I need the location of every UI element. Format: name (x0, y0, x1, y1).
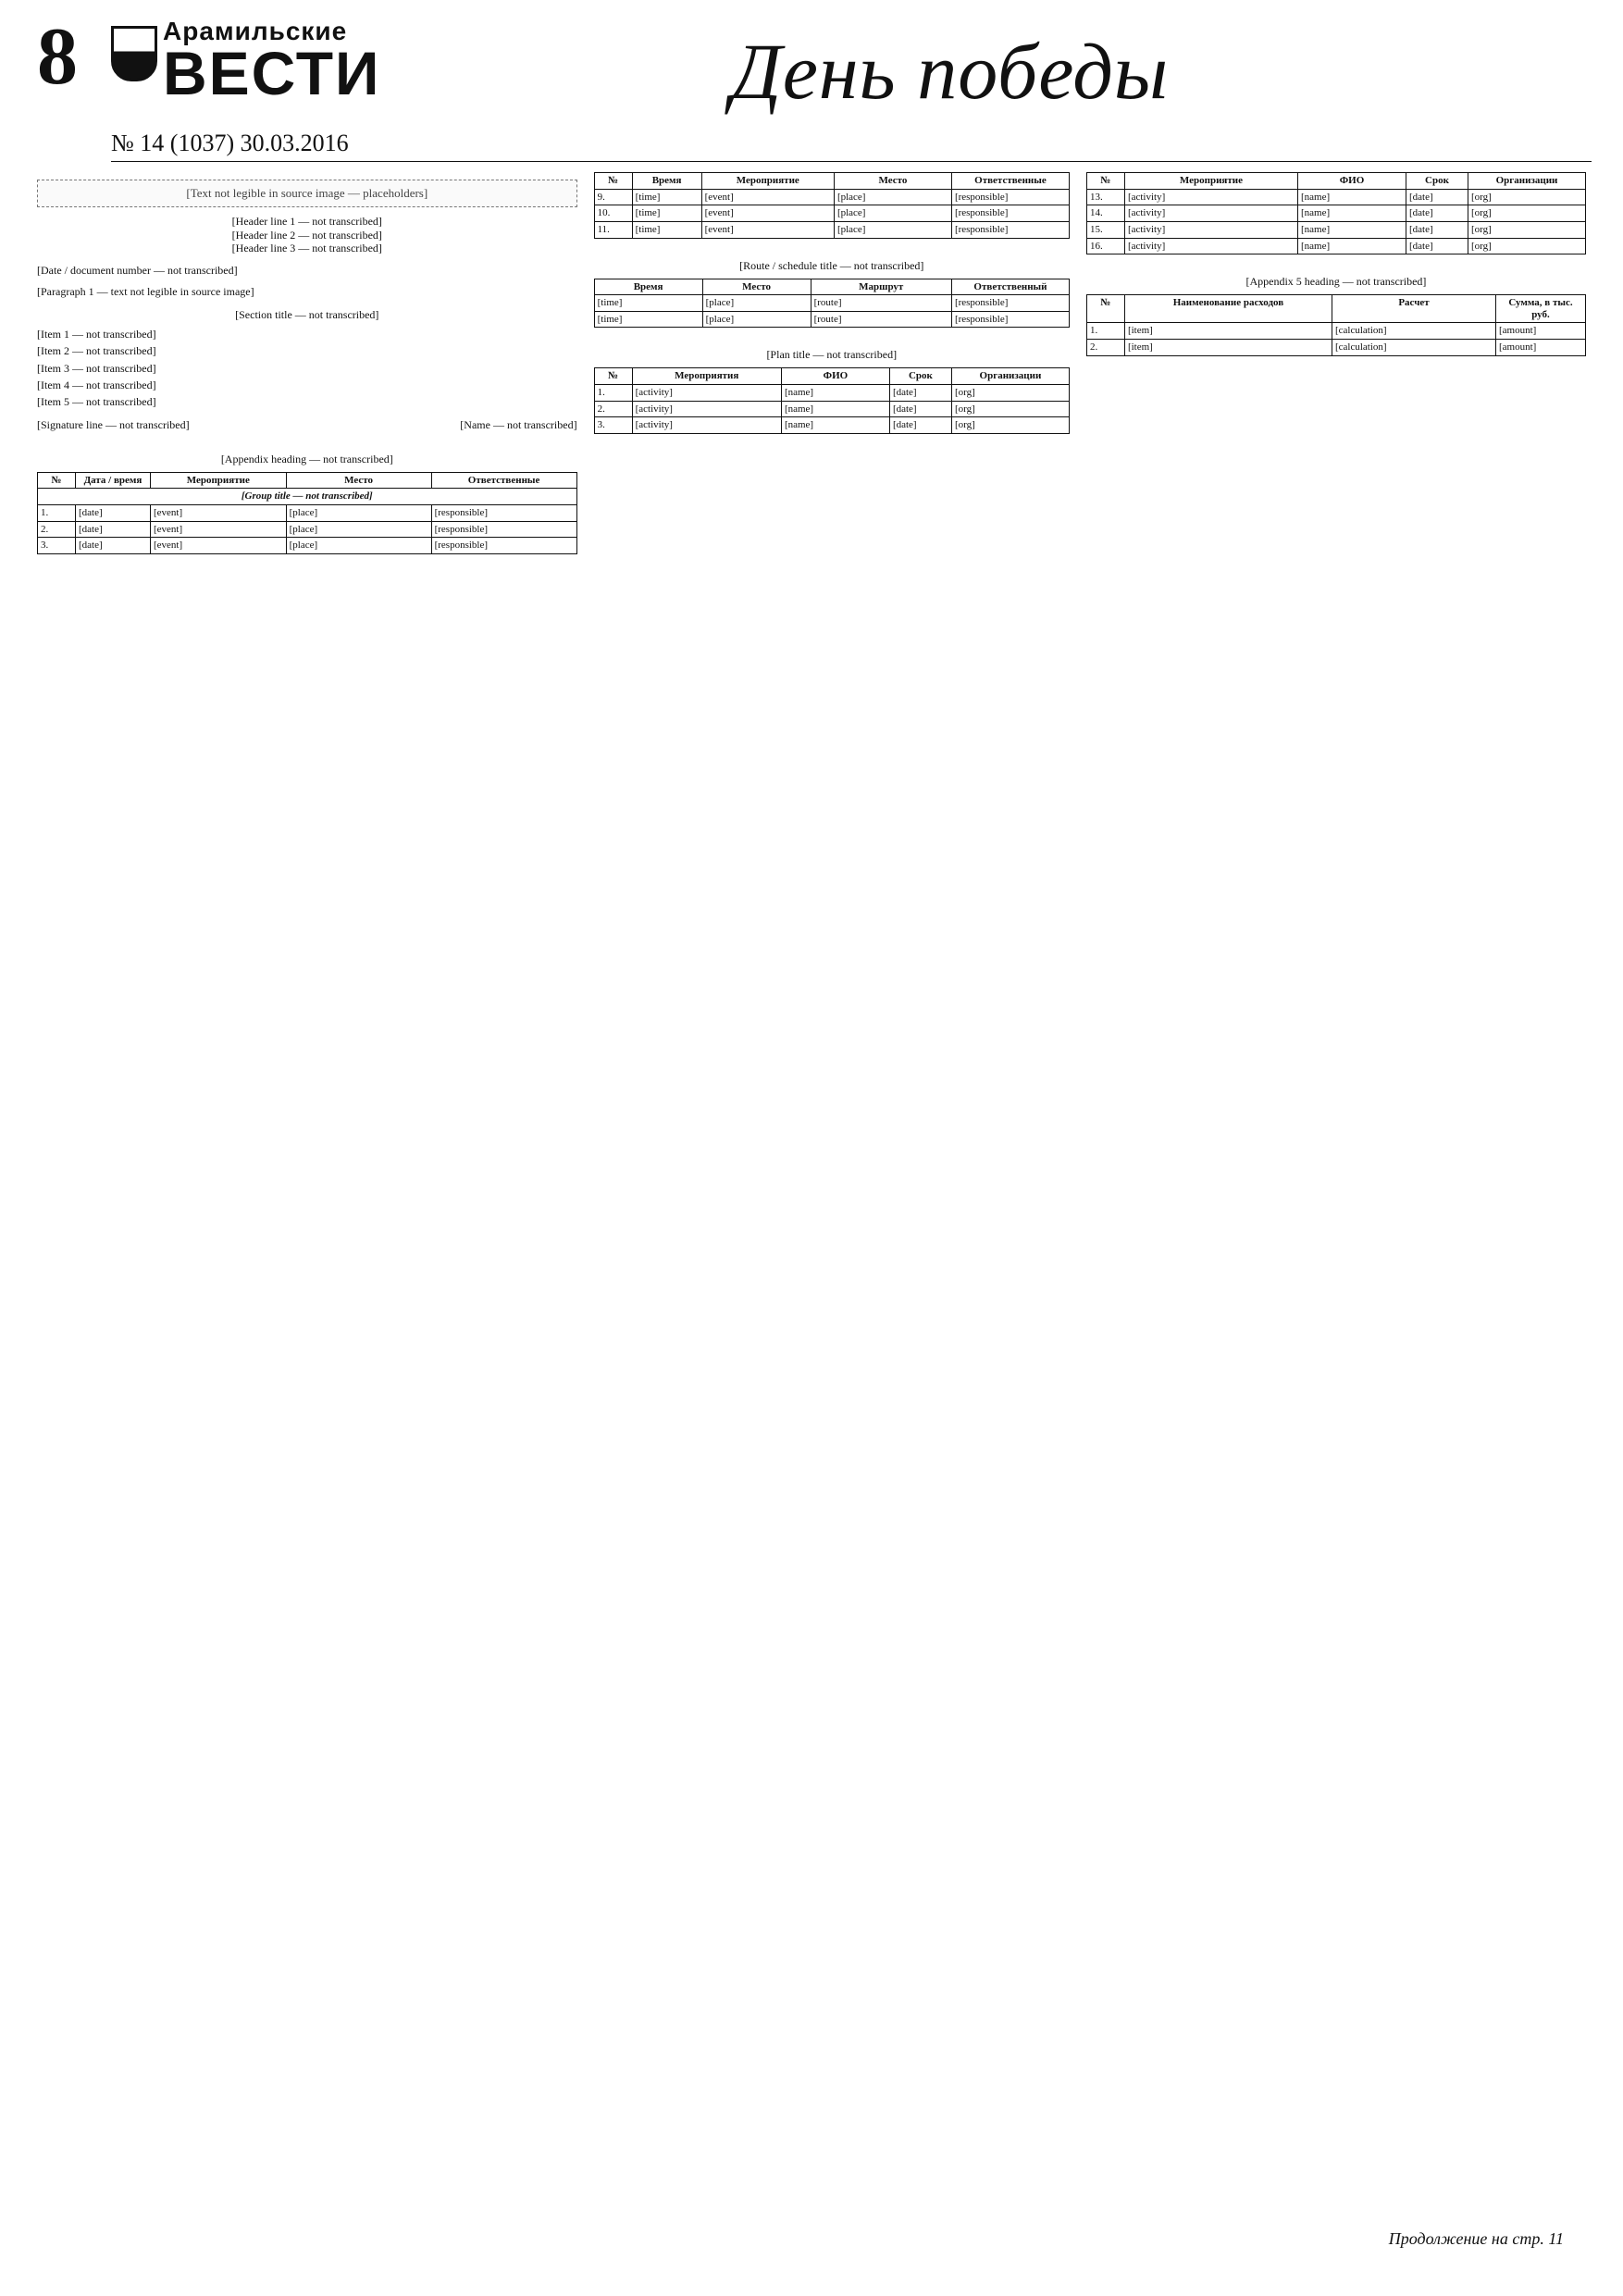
table-cell: [activity] (632, 385, 781, 402)
table-cell: 15. (1086, 221, 1124, 238)
table-cell: [activity] (632, 417, 781, 434)
table-cell: [route] (811, 295, 951, 312)
table-header-cell: Мероприятие (701, 173, 834, 190)
table-header-cell: Место (702, 279, 811, 295)
table-cell: 2. (594, 401, 632, 417)
table-row (594, 417, 1069, 434)
table-cell: [org] (1468, 221, 1586, 238)
table-header-cell: Время (632, 173, 701, 190)
table-header-cell: № (1086, 173, 1124, 190)
resolution-item: [Item 4 — not transcribed] (37, 378, 156, 391)
table-cell: [event] (701, 221, 834, 238)
table-row (38, 521, 577, 538)
table-cell: [name] (781, 385, 889, 402)
continued-on-page: Продолжение на стр. 11 (1388, 2228, 1564, 2248)
table-row (1086, 221, 1585, 238)
table-header-cell: Мероприятия (632, 368, 781, 385)
table-cell: [place] (834, 221, 951, 238)
table-cell: 11. (594, 221, 632, 238)
table-cell: [name] (1298, 221, 1406, 238)
table-row (1086, 340, 1585, 356)
spacer (594, 239, 1070, 250)
table-cell: [place] (834, 189, 951, 205)
table-cell: [responsible] (951, 311, 1069, 328)
issue-line: № 14 (1037) 30.03.2016 (111, 130, 349, 156)
table-cell: [amount] (1496, 340, 1586, 356)
signature-right: [Name — not transcribed] (460, 417, 577, 431)
table-cell: [activity] (1124, 221, 1297, 238)
table-cell: [org] (951, 401, 1069, 417)
table-cell: [responsible] (431, 521, 576, 538)
signature (37, 418, 577, 432)
table-header-cell: Организации (1468, 173, 1586, 190)
table-header-cell: Мероприятие (151, 472, 287, 489)
events-table (37, 472, 577, 554)
plan-title: [Plan title — not transcribed] (766, 348, 898, 362)
table-cell: [date] (76, 505, 151, 522)
table-cell: 3. (594, 417, 632, 434)
table-header-row (1086, 173, 1585, 190)
table-cell: [date] (889, 417, 951, 434)
spacer (594, 328, 1070, 339)
table-cell: 1. (1086, 323, 1124, 340)
document-meta: [Date / document number — not transcribed] (37, 264, 238, 278)
table-header-cell: Срок (889, 368, 951, 385)
table-cell: [place] (286, 505, 431, 522)
table-header-cell: № (38, 472, 76, 489)
table-cell: [event] (151, 538, 287, 554)
table-cell: [calculation] (1332, 323, 1496, 340)
table-cell: [activity] (1124, 189, 1297, 205)
table-header-cell: Срок (1406, 173, 1468, 190)
table-row (594, 295, 1069, 312)
table-cell: [responsible] (951, 295, 1069, 312)
table-cell: [calculation] (1332, 340, 1496, 356)
table-cell: 1. (594, 385, 632, 402)
table-header-cell: Место (834, 173, 951, 190)
table-cell: [event] (701, 189, 834, 205)
table-cell: [name] (1298, 205, 1406, 222)
spacer (37, 432, 577, 443)
table-cell: [activity] (632, 401, 781, 417)
table-cell: [item] (1124, 323, 1332, 340)
column-1 (37, 172, 577, 2264)
table-cell: [org] (951, 385, 1069, 402)
table-cell: [item] (1124, 340, 1332, 356)
table-header-cell: Ответственный (951, 279, 1069, 295)
table-header-cell: ФИО (781, 368, 889, 385)
plan-table (594, 367, 1070, 434)
logo-small-text: Арамильские (163, 17, 348, 45)
table-header-row (38, 472, 577, 489)
document-header-line: [Header line 1 — not transcribed] (231, 215, 382, 229)
table-cell: [route] (811, 311, 951, 328)
table-cell: [time] (632, 205, 701, 222)
table-header-cell: ФИО (1298, 173, 1406, 190)
table-cell: 2. (1086, 340, 1124, 356)
document-header (37, 215, 577, 254)
table-cell: [place] (702, 295, 811, 312)
table-header-cell: Расчет (1332, 295, 1496, 323)
table-cell: [date] (1406, 238, 1468, 254)
table-header-cell: Ответственные (431, 472, 576, 489)
resolve-title: [Section title — not transcribed] (235, 307, 379, 321)
table-cell: 16. (1086, 238, 1124, 254)
table-row (594, 385, 1069, 402)
table-cell: [time] (632, 189, 701, 205)
table-header-cell: Место (286, 472, 431, 489)
table-header-cell: Ответственные (951, 173, 1069, 190)
table-cell: [event] (151, 521, 287, 538)
table-cell: [amount] (1496, 323, 1586, 340)
logo-big-text: ВЕСТИ (163, 39, 381, 107)
table-group-title: [Group title — not transcribed] (38, 489, 577, 505)
table-row (38, 505, 577, 522)
table-cell: 2. (38, 521, 76, 538)
table-header-cell: Сумма, в тыс. руб. (1496, 295, 1586, 323)
table-cell: [date] (889, 401, 951, 417)
table-cell: 1. (38, 505, 76, 522)
table-cell: [date] (76, 538, 151, 554)
table-row (1086, 238, 1585, 254)
column-2 (594, 172, 1070, 2264)
table-header-cell: Маршрут (811, 279, 951, 295)
table-cell: [responsible] (951, 205, 1069, 222)
table-cell: 14. (1086, 205, 1124, 222)
table-cell: [place] (286, 538, 431, 554)
table-header-cell: Наименование расходов (1124, 295, 1332, 323)
section-headline: День победы (731, 27, 1170, 116)
table-cell: [name] (1298, 238, 1406, 254)
table-cell: [time] (632, 221, 701, 238)
table-cell: [org] (1468, 189, 1586, 205)
table-cell: [date] (1406, 189, 1468, 205)
table-cell: [responsible] (431, 505, 576, 522)
activities-table (1086, 172, 1586, 254)
table-cell: 10. (594, 205, 632, 222)
table-row (594, 189, 1069, 205)
table-cell: 9. (594, 189, 632, 205)
newspaper-logo (111, 19, 546, 148)
resolution-item: [Item 2 — not transcribed] (37, 344, 156, 358)
header-divider (111, 161, 1592, 162)
content-columns (37, 172, 1586, 2264)
budget-table (1086, 294, 1586, 356)
table-cell: [time] (594, 311, 702, 328)
table-cell: [event] (701, 205, 834, 222)
table-cell: [date] (1406, 205, 1468, 222)
table-cell: [responsible] (431, 538, 576, 554)
column-3 (1086, 172, 1586, 2264)
table-cell: [org] (1468, 205, 1586, 222)
table-header-cell: Мероприятие (1124, 173, 1297, 190)
logo-text (163, 17, 381, 107)
table-cell: [date] (889, 385, 951, 402)
appendix-title: [Appendix heading — not transcribed] (220, 452, 393, 465)
document-header-line: [Header line 3 — not transcribed] (231, 242, 382, 255)
table-cell: [place] (834, 205, 951, 222)
table-cell: [org] (1468, 238, 1586, 254)
table-cell: [name] (781, 401, 889, 417)
table-row (38, 538, 577, 554)
program-table (594, 172, 1070, 239)
table-cell: [responsible] (951, 221, 1069, 238)
resolution-item: [Item 1 — not transcribed] (37, 327, 156, 341)
table-header-row (1086, 295, 1585, 323)
table-row (1086, 189, 1585, 205)
table-cell: [activity] (1124, 205, 1297, 222)
table-row (1086, 323, 1585, 340)
table-group-row (38, 489, 577, 505)
table-cell: [activity] (1124, 238, 1297, 254)
table-cell: [event] (151, 505, 287, 522)
table-cell: [date] (76, 521, 151, 538)
route-table (594, 279, 1070, 329)
table-row (594, 311, 1069, 328)
table-header-cell: № (1086, 295, 1124, 323)
route-title: [Route / schedule title — not transcribed] (739, 258, 924, 272)
table-header-cell: Время (594, 279, 702, 295)
legibility-note: [Text not legible in source image — placeholders] (37, 180, 577, 207)
appendix-5-title: [Appendix 5 heading — not transcribed] (1245, 275, 1427, 289)
table-header-cell: Дата / время (76, 472, 151, 489)
table-row (594, 401, 1069, 417)
table-row (594, 221, 1069, 238)
document-header-line: [Header line 2 — not transcribed] (231, 228, 382, 242)
table-header-row (594, 368, 1069, 385)
table-cell: [responsible] (951, 189, 1069, 205)
table-cell: [place] (286, 521, 431, 538)
table-cell: [time] (594, 295, 702, 312)
table-cell: [org] (951, 417, 1069, 434)
table-cell: 13. (1086, 189, 1124, 205)
signature-left: [Signature line — not transcribed] (37, 417, 190, 431)
table-cell: [date] (1406, 221, 1468, 238)
resolution-item: [Item 5 — not transcribed] (37, 395, 156, 409)
intro-paragraph: [Paragraph 1 — text not legible in source image] (37, 285, 254, 299)
table-header-row (594, 279, 1069, 295)
table-header-row (594, 173, 1069, 190)
table-header-cell: Организации (951, 368, 1069, 385)
table-cell: [name] (1298, 189, 1406, 205)
table-cell: [place] (702, 311, 811, 328)
table-cell: [name] (781, 417, 889, 434)
table-header-cell: № (594, 368, 632, 385)
table-cell: 3. (38, 538, 76, 554)
table-row (1086, 205, 1585, 222)
table-header-cell: № (594, 173, 632, 190)
spacer (1086, 254, 1586, 266)
page-number: 8 (37, 12, 78, 102)
coat-of-arms-icon (111, 26, 157, 81)
resolution-item: [Item 3 — not transcribed] (37, 361, 156, 375)
table-row (594, 205, 1069, 222)
